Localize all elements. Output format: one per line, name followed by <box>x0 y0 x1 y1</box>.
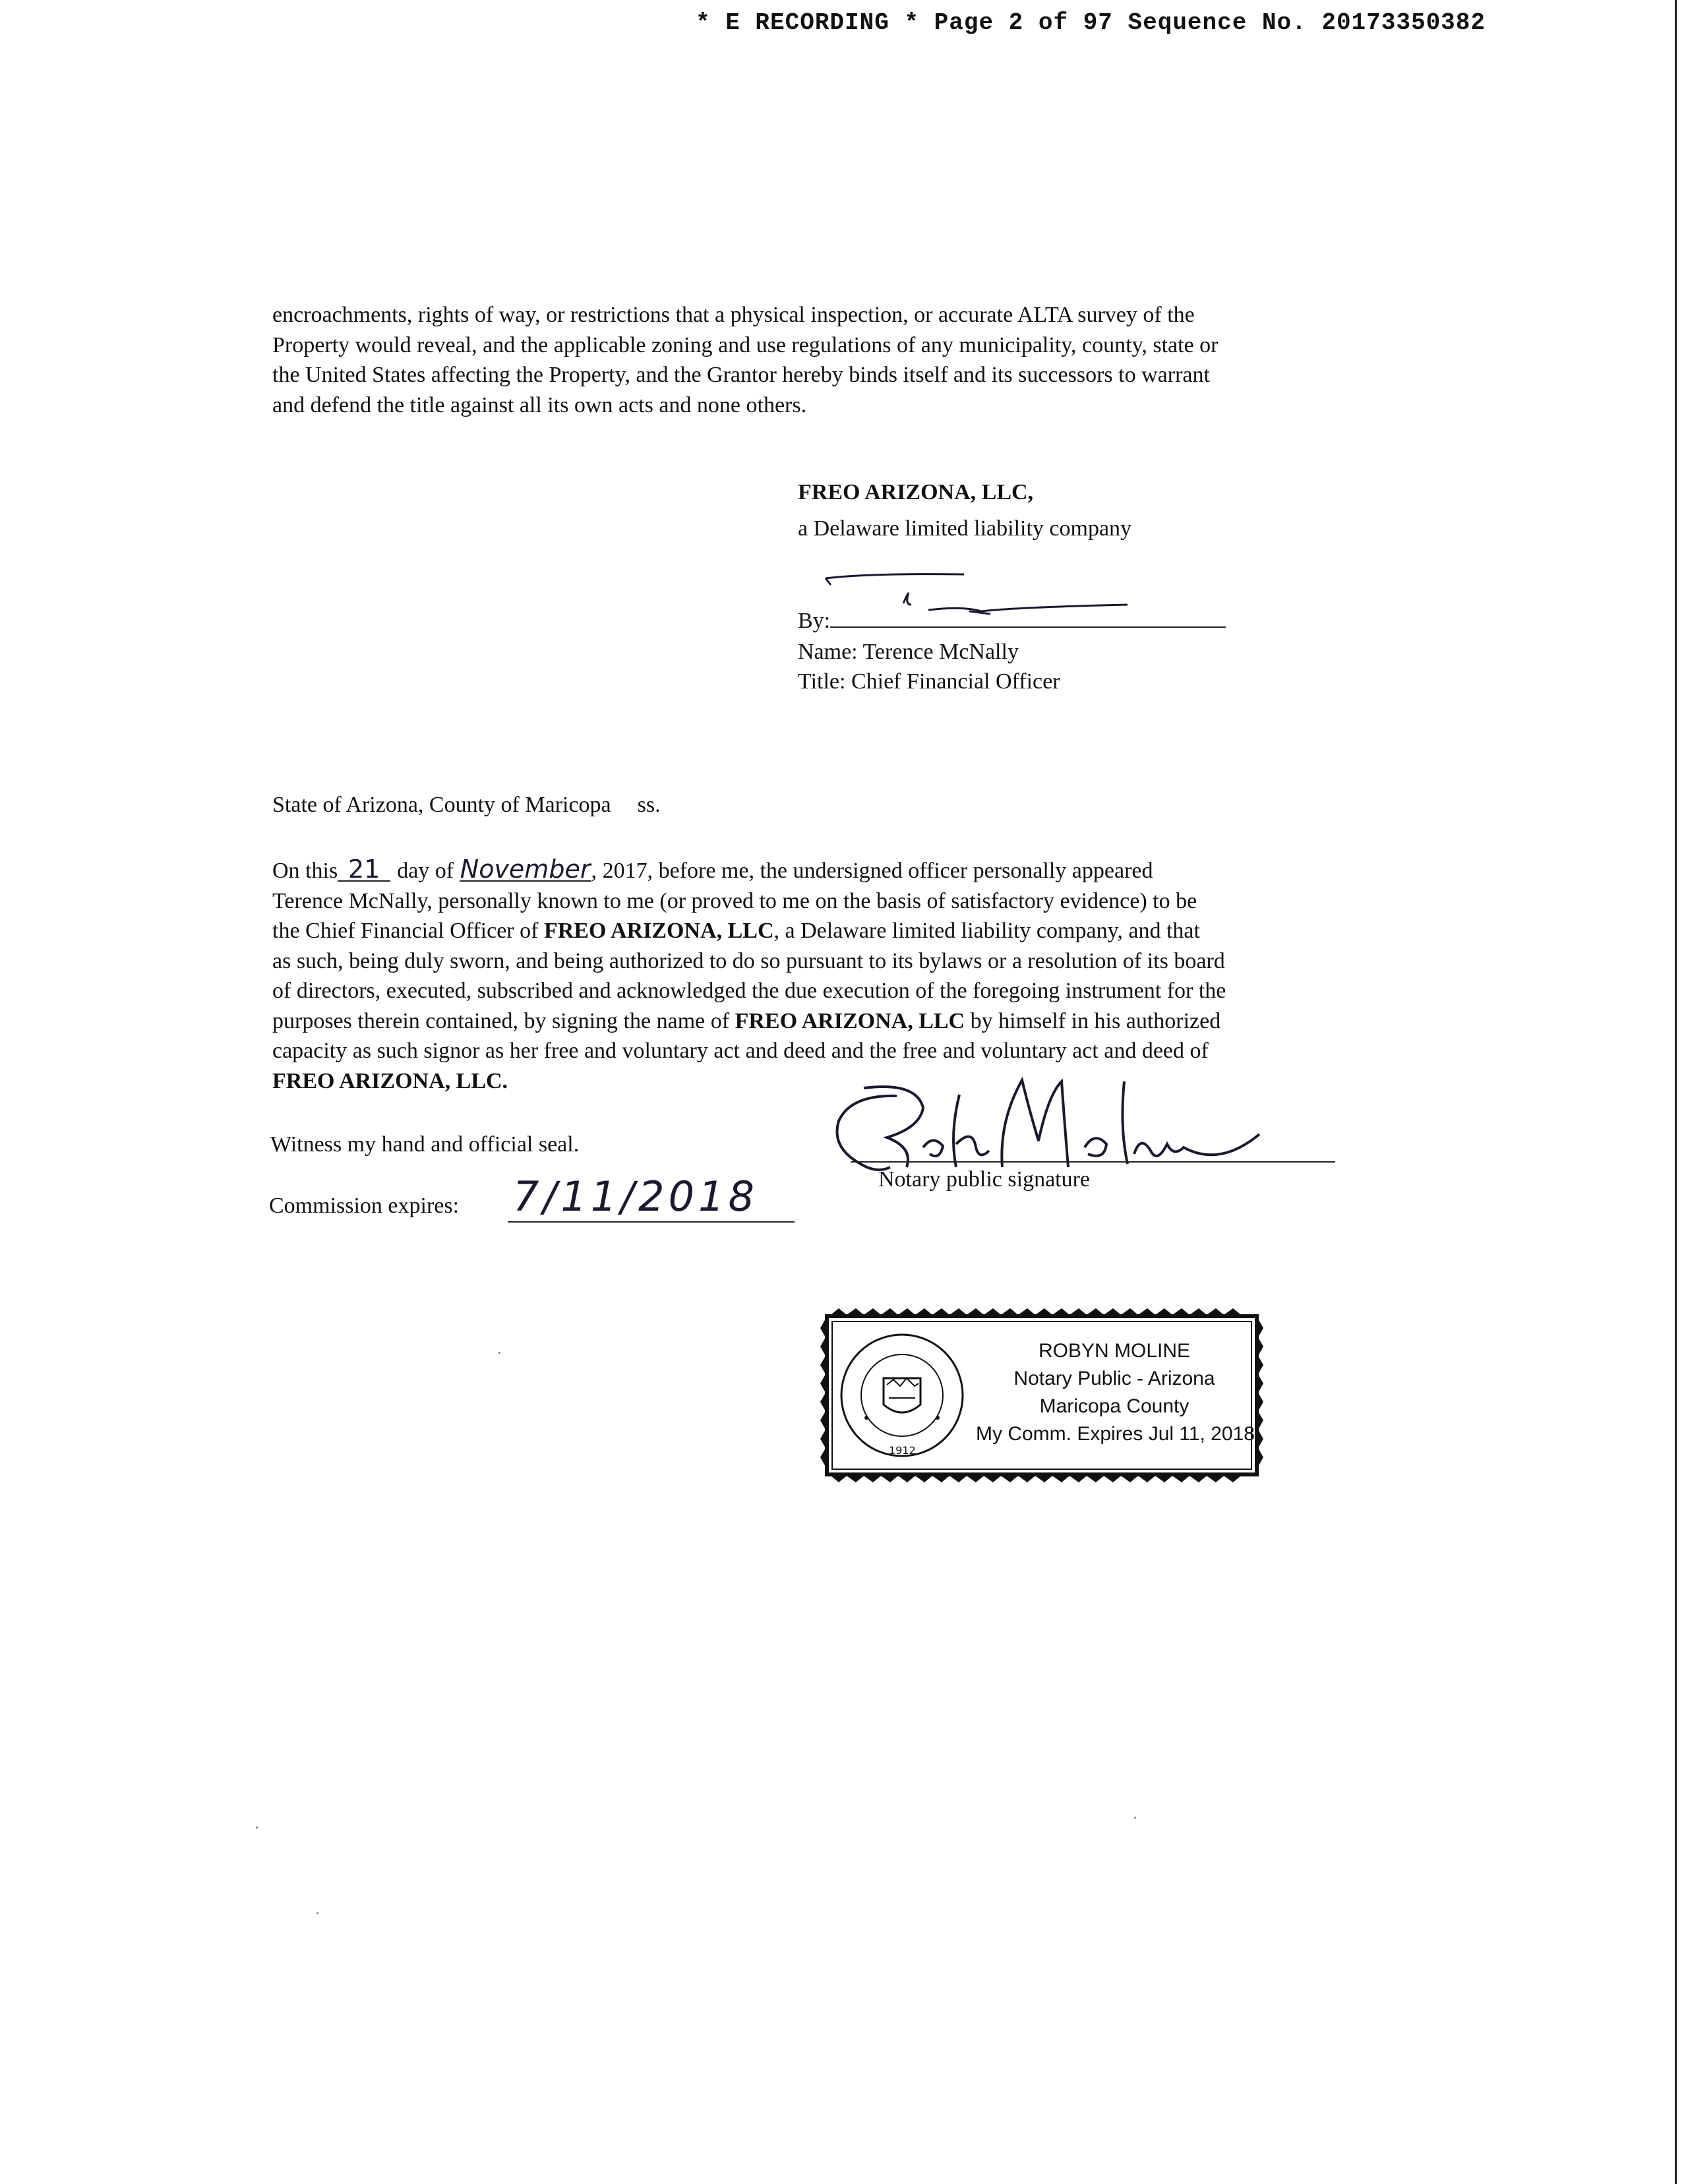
warranty-line: encroachments, rights of way, or restrictions that a physical inspection, or accurate ALTA survey of the <box>272 303 1195 327</box>
ack-line-1-rest: , 2017, before me, the undersigned officer personally appeared <box>591 859 1153 883</box>
ack-line: the Chief Financial Officer of FREO ARIZONA, LLC, a Delaware limited liability company, and that <box>272 919 1200 943</box>
month-value: November <box>460 855 591 884</box>
state-seal-icon <box>841 1335 963 1456</box>
ack-line <box>272 856 1400 886</box>
stamp-county: Maricopa County <box>1039 1395 1190 1417</box>
ack-line: purposes therein contained, by signing the name of FREO ARIZONA, LLC by himself in his authorized <box>272 1008 1221 1033</box>
acknowledgment-paragraph <box>272 856 1400 1096</box>
stamp-role: Notary Public - Arizona <box>1013 1368 1215 1389</box>
commission-label: Commission expires: <box>269 1194 460 1218</box>
stamp-name: ROBYN MOLINE <box>1038 1340 1191 1362</box>
notary-signature-line <box>851 1161 1335 1163</box>
notary-stamp <box>818 1306 1266 1485</box>
scan-speck <box>1134 1817 1136 1819</box>
commission-line <box>508 1221 795 1223</box>
signer-name: Name: Terence McNally <box>798 640 1019 664</box>
warranty-line: the United States affecting the Property, and the Grantor hereby binds itself and its successors to warrant <box>272 363 1210 387</box>
recording-header: * E RECORDING * Page 2 of 97 Sequence No. 20173350382 <box>696 9 1486 36</box>
warranty-paragraph <box>272 300 1416 420</box>
commission-value: 7/11/2018 <box>513 1172 758 1221</box>
grantor-company: FREO ARIZONA, LLC, <box>798 480 1034 504</box>
stamp-text-block <box>976 1337 1253 1448</box>
ack-line: of directors, executed, subscribed and acknowledged the due execution of the foregoing instrument for the <box>272 979 1226 1003</box>
scan-speck <box>316 1912 318 1914</box>
page-edge-rule <box>1675 0 1677 2184</box>
day-value: 21 <box>338 858 390 882</box>
seal-year: 1912 <box>889 1444 916 1457</box>
notary-venue <box>272 793 661 818</box>
by-label: By: <box>798 609 831 633</box>
witness-statement: Witness my hand and official seal. <box>270 1132 580 1157</box>
warranty-line: and defend the title against all its own acts and none others. <box>272 392 807 417</box>
ack-line: capacity as such signor as her free and voluntary act and deed and the free and voluntary act and deed of <box>272 1039 1209 1063</box>
signer-title: Title: Chief Financial Officer <box>798 669 1060 694</box>
notary-signature-label: Notary public signature <box>878 1167 1091 1192</box>
venue-text: State of Arizona, County of Maricopa <box>272 793 611 817</box>
ack-line: FREO ARIZONA, LLC. <box>272 1068 508 1093</box>
on-this-label: On this <box>272 859 338 883</box>
grantor-company-desc: a Delaware limited liability company <box>798 516 1132 541</box>
day-of-label: day of <box>397 859 454 883</box>
venue-ss: ss. <box>637 793 661 817</box>
ack-line: as such, being duly sworn, and being authorized to do so pursuant to its bylaws or a resolution of its board <box>272 948 1225 973</box>
by-signature-line <box>830 607 1226 628</box>
scan-speck <box>256 1827 258 1829</box>
by-line <box>798 607 1226 634</box>
warranty-line: Property would reveal, and the applicable zoning and use regulations of any municipality, county, state or <box>272 332 1219 357</box>
ack-line: Terence McNally, personally known to me (or proved to me on the basis of satisfactory evidence) to be <box>272 888 1197 913</box>
scan-speck <box>498 1352 500 1354</box>
stamp-expires: My Comm. Expires Jul 11, 2018 <box>976 1423 1255 1445</box>
